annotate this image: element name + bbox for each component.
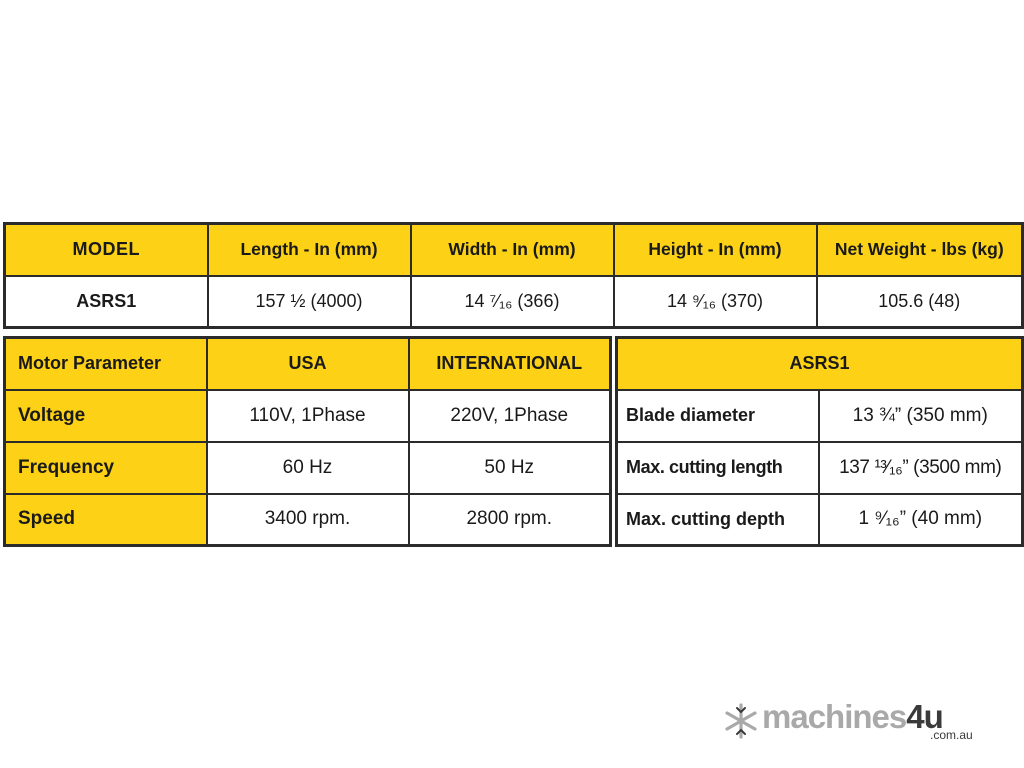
row-label-frequency: Frequency (5, 442, 207, 494)
frequency-international: 50 Hz (409, 442, 611, 494)
table-row (617, 494, 1023, 546)
height-value: 14 ⁹⁄₁₆ (370) (614, 276, 817, 328)
motor-header-row (5, 338, 611, 390)
row-label-blade-diameter: Blade diameter (617, 390, 819, 442)
row-label-max-cutting-length: Max. cutting length (617, 442, 819, 494)
logo-word: machines (762, 698, 907, 735)
blade-diameter-value: 13 ¾” (350 mm) (819, 390, 1023, 442)
header-length: Length - In (mm) (208, 224, 411, 276)
voltage-usa: 110V, 1Phase (207, 390, 409, 442)
cutting-header-row (617, 338, 1023, 390)
header-net-weight: Net Weight - lbs (kg) (817, 224, 1023, 276)
header-usa: USA (207, 338, 409, 390)
table-row (617, 390, 1023, 442)
header-international: INTERNATIONAL (409, 338, 611, 390)
dimensions-table (3, 222, 1024, 329)
dimensions-header-row (5, 224, 1023, 276)
table-row (5, 442, 611, 494)
logo-four: 4u (906, 698, 943, 735)
width-value: 14 ⁷⁄₁₆ (366) (411, 276, 614, 328)
row-label-speed: Speed (5, 494, 207, 546)
frequency-usa: 60 Hz (207, 442, 409, 494)
speed-usa: 3400 rpm. (207, 494, 409, 546)
logo-domain: .com.au (930, 728, 973, 742)
header-motor-parameter: Motor Parameter (5, 338, 207, 390)
table-row (5, 494, 611, 546)
snowflake-icon (722, 702, 760, 740)
header-height: Height - In (mm) (614, 224, 817, 276)
motor-parameter-table (3, 336, 612, 547)
length-value: 157 ½ (4000) (208, 276, 411, 328)
max-cutting-length-value: 137 ¹³⁄₁₆” (3500 mm) (819, 442, 1023, 494)
machines4u-logo (722, 700, 992, 748)
dimensions-data-row (5, 276, 1023, 328)
table-row (617, 442, 1023, 494)
speed-international: 2800 rpm. (409, 494, 611, 546)
header-width: Width - In (mm) (411, 224, 614, 276)
model-value: ASRS1 (5, 276, 208, 328)
header-model: MODEL (5, 224, 208, 276)
cutting-capacity-table (615, 336, 1024, 547)
voltage-international: 220V, 1Phase (409, 390, 611, 442)
logo-wordmark (762, 698, 943, 736)
max-cutting-depth-value: 1 ⁹⁄₁₆” (40 mm) (819, 494, 1023, 546)
header-asrs1: ASRS1 (617, 338, 1023, 390)
net-weight-value: 105.6 (48) (817, 276, 1023, 328)
row-label-voltage: Voltage (5, 390, 207, 442)
table-row (5, 390, 611, 442)
row-label-max-cutting-depth: Max. cutting depth (617, 494, 819, 546)
